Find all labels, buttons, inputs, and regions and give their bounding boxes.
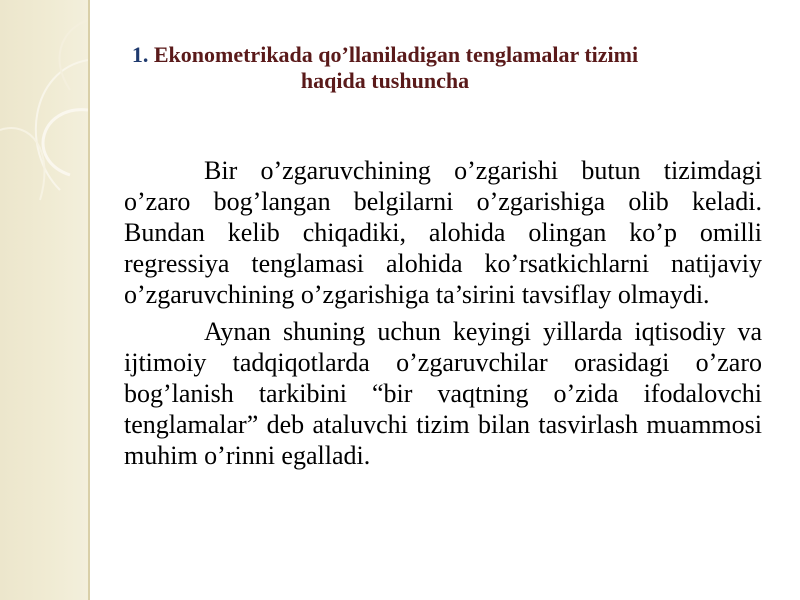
paragraph-1: Bir o’zgaruvchining o’zgarishi butun tizimdagi o’zaro bog’langan belgilarni o’zgarishiga olib keladi. Bundan kelib chiqadiki, alohida olingan ko’p omilli regressiya tenglamasi alohida ko’rsatkichlarni natijaviy o’zgaruvchining o’zgarishiga ta’sirini tavsiflay olmaydi. (124, 156, 762, 309)
paragraph-2: Aynan shuning uchun keyingi yillarda iqtisodiy va ijtimoiy tadqiqotlarda o’zgaruvchilar orasidagi o’zaro bog’lanish tarkibini “bir vaqtning o’zida ifodalovchi tenglamalar” deb ataluvchi tizim bilan tasvirlash muammosi muhim o’rinni egalladi. (124, 317, 762, 470)
decorative-swirl-graphic (0, 0, 88, 600)
band-divider (88, 0, 90, 600)
title-text: Ekonometrikada qo’llaniladigan tenglamalar tizimi haqida tushuncha (153, 42, 639, 93)
decorative-side-band (0, 0, 88, 600)
slide-title (100, 42, 670, 94)
title-number: 1. (131, 42, 149, 67)
slide-body (124, 155, 762, 477)
